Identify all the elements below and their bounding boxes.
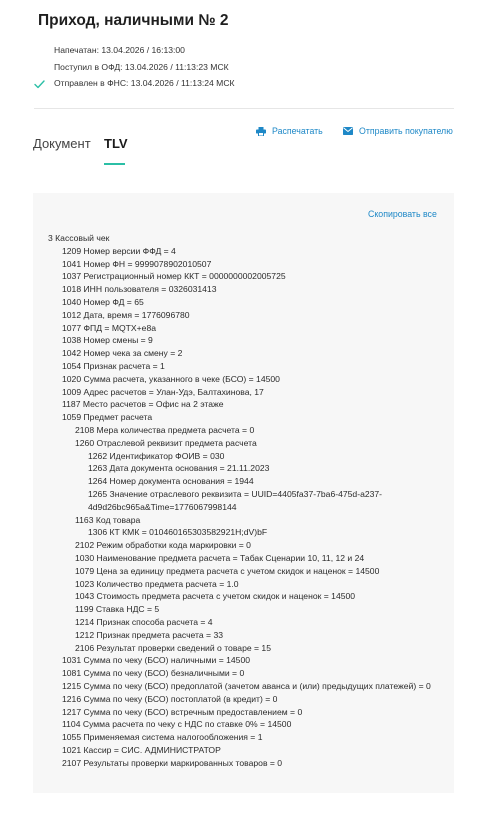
send-label: Отправить покупателю [359,126,453,136]
tlv-line: 1009 Адрес расчетов = Улан-Удэ, Балтахинова, 17 [62,386,264,397]
tlv-line: 1038 Номер смены = 9 [62,335,153,346]
tlv-line: 2107 Результаты проверки маркированных товаров = 0 [62,757,283,768]
tlv-line: 1081 Сумма по чеку (БСО) безналичными = 0 [62,668,245,679]
tlv-line: 1209 Номер версии ФФД = 4 [62,245,176,256]
tlv-line: 1212 Признак предмета расчета = 33 [75,629,224,640]
tlv-line: 1012 Дата, время = 1776096780 [62,309,190,320]
tlv-line: 1041 Номер ФН = 9999078902010507 [62,258,212,269]
tab-document[interactable]: Документ [33,136,91,151]
tlv-line: 1215 Сумма по чеку (БСО) предоплатой (зачетом аванса и (или) предыдущих платежей) = 0 [62,681,431,691]
tlv-line: 1054 Признак расчета = 1 [62,361,165,371]
tlv-line: 1059 Предмет расчета [62,412,153,423]
receipt-title: Приход, наличными № 2 [38,12,229,29]
tlv-line: 1263 Дата документа основания = 21.11.2023 [88,463,270,474]
copy-all-link[interactable]: Скопировать все [368,209,437,219]
tlv-line: 1199 Ставка НДС = 5 [75,604,160,615]
tlv-line: 1023 Количество предмета расчета = 1.0 [75,578,239,589]
tlv-line: 1187 Место расчетов = Офис на 2 этаже [62,399,224,410]
tlv-line: 1077 ФПД = MQTX+e8a [62,322,157,333]
fns-status: Отправлен в ФНС: 13.04.2026 / 11:13:24 МСК [54,78,235,88]
tlv-line: 2108 Мера количества предмета расчета = 0 [75,425,255,435]
tlv-line: 1214 Признак способа расчета = 4 [75,617,213,627]
tlv-line: 1264 Номер документа основания = 1944 [88,476,254,487]
print-label: Распечатать [272,126,323,136]
tlv-line: 1030 Наименование предмета расчета = Табак Сценарии 10, 11, 12 и 24 [75,553,365,563]
tlv-line: 1306 КТ КМК = 010460165303582921H;dV)bF [88,527,268,538]
tlv-line: 1262 Идентификатор ФОИВ = 030 [88,450,225,461]
tlv-line: 1042 Номер чека за смену = 2 [62,348,183,359]
tlv-line: 1079 Цена за единицу предмета расчета с учетом скидок и наценок = 14500 [75,565,380,576]
tlv-line: 1163 Код товара [75,514,141,525]
tlv-line: 1031 Сумма по чеку (БСО) наличными = 14500 [62,655,251,666]
tlv-line: 1055 Применяемая система налогообложения = 1 [62,732,263,743]
tlv-line: 1043 Стоимость предмета расчета с учетом скидок и наценок = 14500 [75,591,356,602]
tlv-line: 1018 ИНН пользователя = 0326031413 [62,284,217,295]
printed-status: Напечатан: 13.04.2026 / 16:13:00 [54,45,185,55]
tlv-line: 3 Кассовый чек [48,233,110,243]
tlv-line: 4d9d26bc965a&Time=1776067998144 [88,501,237,512]
tlv-line: 1037 Регистрационный номер ККТ = 0000000002005725 [62,271,286,282]
tlv-line: 1104 Сумма расчета по чеку с НДС по ставке 0% = 14500 [62,719,292,730]
tlv-line: 1260 Отраслевой реквизит предмета расчета [75,437,257,448]
tlv-line: 1217 Сумма по чеку (БСО) встречным предоставлением = 0 [62,706,303,717]
tlv-line: 1216 Сумма по чеку (БСО) постоплатой (в кредит) = 0 [62,693,278,704]
tlv-line: 1265 Значение отраслевого реквизита = UUID=4405fa37-7ba6-475d-a237- [88,489,383,499]
tab-tlv[interactable]: TLV [104,136,128,151]
tlv-line: 1040 Номер ФД = 65 [62,297,144,307]
tlv-line: 1020 Сумма расчета, указанного в чеке (БСО) = 14500 [62,373,280,384]
tlv-line: 1021 Кассир = СИС. АДМИНИСТРАТОР [62,745,221,755]
ofd-status: Поступил в ОФД: 13.04.2026 / 11:13:23 МСК [54,62,229,72]
tlv-line: 2106 Результат проверки сведений о товаре = 15 [75,642,271,653]
tlv-line: 2102 Режим обработки кода маркировки = 0 [75,540,251,551]
